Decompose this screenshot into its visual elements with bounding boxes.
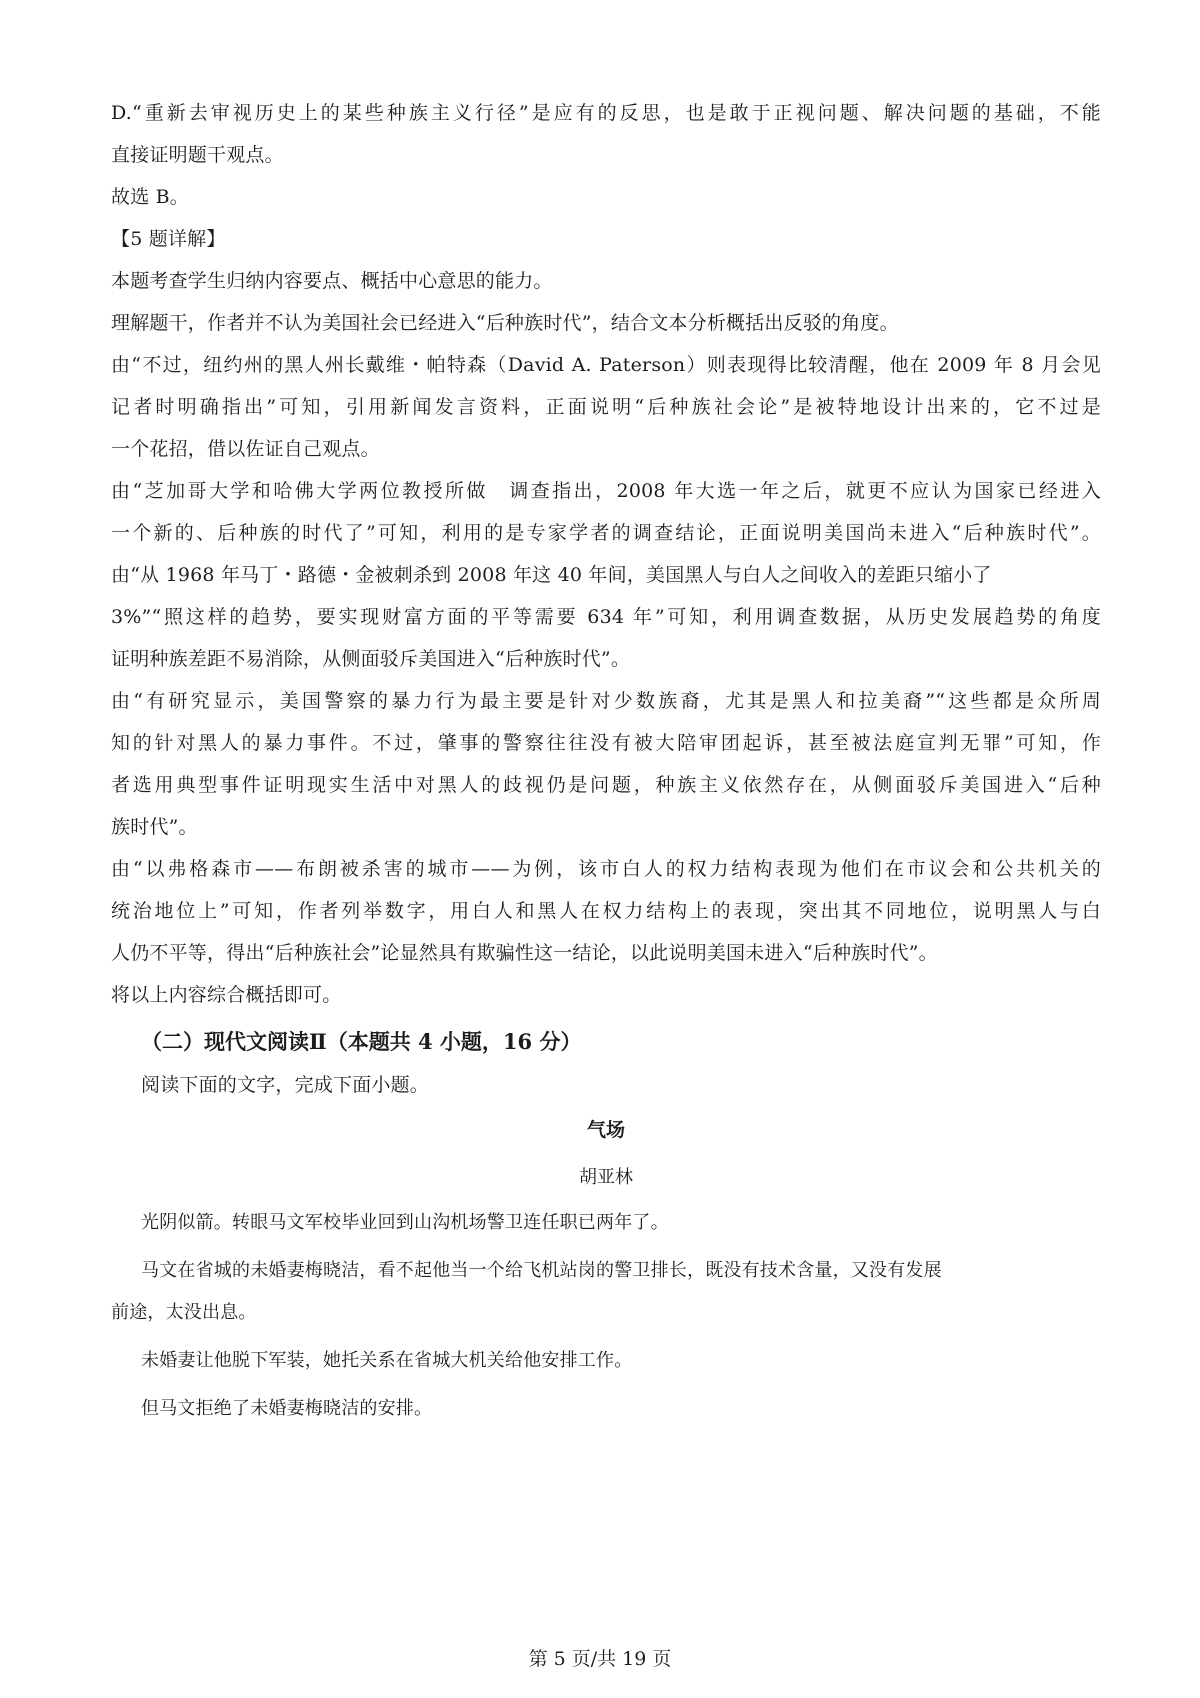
- explanation-line: 由“以弗格森市——布朗被杀害的城市——为例，该市白人的权力结构表现为他们在市议会和公共机关的: [111, 858, 1101, 880]
- explanation-paragraph: [111, 470, 1101, 554]
- page-content: [111, 92, 1101, 1430]
- option-d-line: 直接证明题干观点。: [111, 144, 284, 166]
- explanation-line: 者选用典型事件证明现实生活中对黑人的歧视仍是问题，种族主义依然存在，从侧面驳斥美国进入“后种: [111, 774, 1101, 796]
- story-line: 前途，太没出息。: [111, 1302, 257, 1323]
- explanation-line: 3%”“照这样的趋势，要实现财富方面的平等需要 634 年”可知，利用调查数据，从历史发展趋势的角度: [111, 606, 1101, 628]
- explanation-paragraph: [111, 302, 1101, 344]
- section-heading: （二）现代文阅读Ⅱ（本题共 4 小题，16 分）: [141, 1029, 582, 1054]
- story-passage: [111, 1106, 1101, 1430]
- story-line: 但马文拒绝了未婚妻梅晓洁的安排。: [141, 1398, 433, 1419]
- explanation-line: 一个新的、后种族的时代了”可知，利用的是专家学者的调查结论，正面说明美国尚未进入“后种族时代”。: [111, 522, 1101, 544]
- explanation-line: 一个花招，借以佐证自己观点。: [111, 438, 380, 460]
- story-line: 未婚妻让他脱下军装，她托关系在省城大机关给他安排工作。: [141, 1350, 633, 1371]
- explanation-line: 人仍不平等，得出“后种族社会”论显然具有欺骗性这一结论，以此说明美国未进入“后种族时代”。: [111, 942, 938, 964]
- explanation-line: 由“不过，纽约州的黑人州长戴维・帕特森（David A. Paterson）则表现得比较清醒，他在 2009 年 8 月会见: [111, 354, 1101, 376]
- explanation-line: 将以上内容综合概括即可。: [111, 984, 342, 1006]
- answer-conclusion: 故选 B。: [111, 186, 190, 208]
- explanation-paragraph: [111, 260, 1101, 302]
- explanation-line: 由“从 1968 年马丁・路德・金被刺杀到 2008 年这 40 年间，美国黑人与白人之间收入的差距只缩小了: [111, 564, 992, 586]
- story-line: 马文在省城的未婚妻梅晓洁，看不起他当一个给飞机站岗的警卫排长，既没有技术含量，又没有发展: [141, 1260, 942, 1281]
- reading-instruction: 阅读下面的文字，完成下面小题。: [141, 1074, 430, 1096]
- explanation-line: 理解题干，作者并不认为美国社会已经进入“后种族时代”，结合文本分析概括出反驳的角度。: [111, 312, 899, 334]
- story-title: 气场: [586, 1119, 625, 1141]
- option-d-analysis: [111, 92, 1101, 176]
- story-author: 胡亚林: [579, 1167, 633, 1188]
- explanation-line: 族时代”。: [111, 816, 198, 838]
- story-line: 光阴似箭。转眼马文军校毕业回到山沟机场警卫连任职已两年了。: [141, 1212, 669, 1233]
- explanation-line: 统治地位上”可知，作者列举数字，用白人和黑人在权力结构上的表现，突出其不同地位，说明黑人与白: [111, 900, 1101, 922]
- explanation-paragraph: [111, 554, 1101, 680]
- explanation-line: 由“有研究显示，美国警察的暴力行为最主要是针对少数族裔，尤其是黑人和拉美裔”“这些都是众所周: [111, 690, 1101, 712]
- page-number-footer: 第 5 页/共 19 页: [528, 1648, 672, 1670]
- explanation-paragraph: [111, 848, 1101, 974]
- explanation-line: 记者时明确指出”可知，引用新闻发言资料，正面说明“后种族社会论”是被特地设计出来的，它不过是: [111, 396, 1101, 418]
- question-5-label: 【5 题详解】: [111, 228, 226, 250]
- explanation-line: 证明种族差距不易消除，从侧面驳斥美国进入“后种族时代”。: [111, 648, 631, 670]
- explanation-line: 知的针对黑人的暴力事件。不过，肇事的警察往往没有被大陪审团起诉，甚至被法庭宣判无罪”可知，作: [111, 732, 1101, 754]
- explanation-line: 由“芝加哥大学和哈佛大学两位教授所做 调查指出，2008 年大选一年之后，就更不应认为国家已经进入: [111, 480, 1101, 502]
- explanation-paragraph: [111, 680, 1101, 848]
- explanation-paragraph: [111, 974, 1101, 1016]
- option-d-line: D.“重新去审视历史上的某些种族主义行径”是应有的反思，也是敢于正视问题、解决问题的基础，不能: [111, 102, 1101, 124]
- explanation-line: 本题考查学生归纳内容要点、概括中心意思的能力。: [111, 270, 553, 292]
- explanation-paragraph: [111, 344, 1101, 470]
- question-5-explanation: [111, 260, 1101, 1016]
